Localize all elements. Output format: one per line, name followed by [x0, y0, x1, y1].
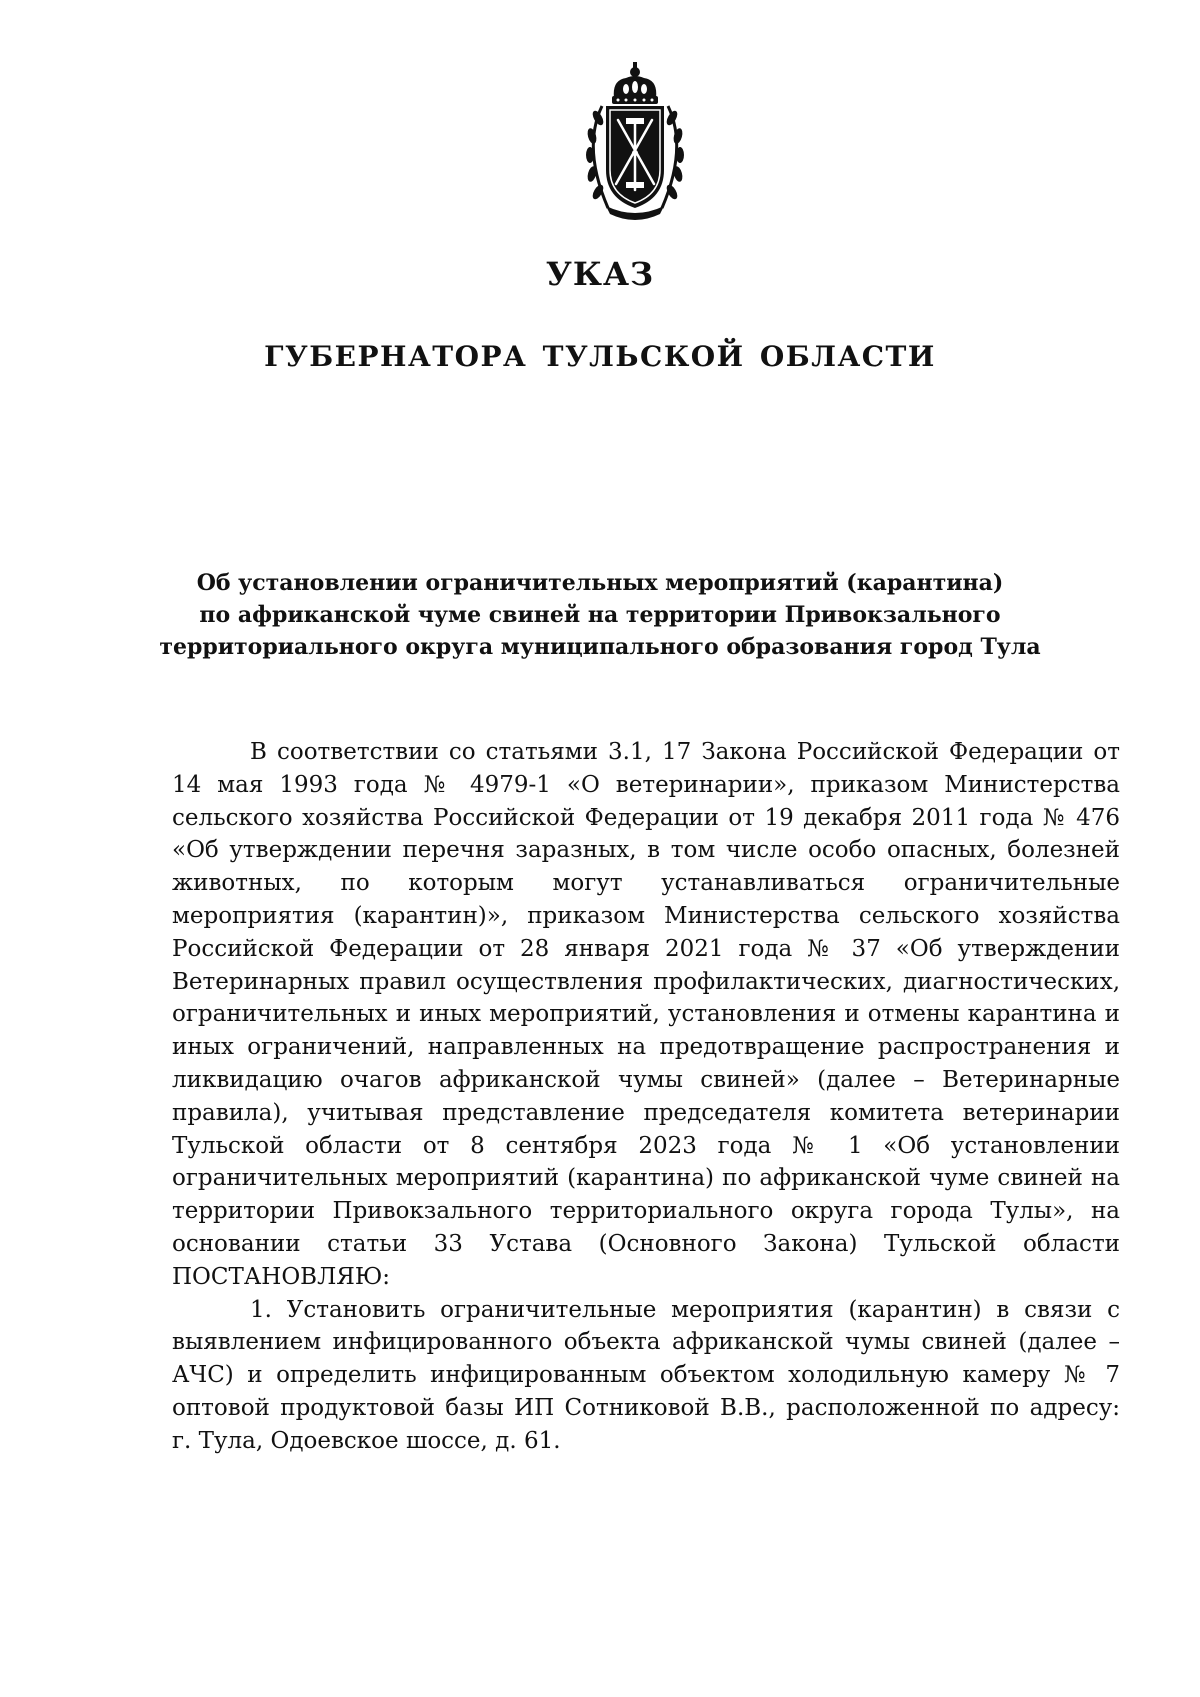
clause-1-paragraph: 1. Установить ограничительные мероприятия (карантин) в связи с выявлением инфицированного объекта африканской чумы свиней (далее – АЧС) и определить инфицированным объектом холодильную камеру № 7 оптовой продуктовой базы ИП Сотниковой В.В., расположенной по адресу: г. Тула, Одоевское шоссе, д. 61.	[172, 1296, 1120, 1454]
subject-line: по африканской чуме свиней на территории Привокзального	[199, 602, 1001, 628]
document-type-title: УКАЗ	[545, 255, 655, 293]
issuer-title: ГУБЕРНАТОРА ТУЛЬСКОЙ ОБЛАСТИ	[264, 340, 936, 373]
document-body	[172, 736, 1120, 1458]
preamble-paragraph: В соответствии со статьями 3.1, 17 Закона Российской Федерации от 14 мая 1993 года № 4979-1 «О ветеринарии», приказом Министерства сельского хозяйства Российской Федерации от 19 декабря 2011 года № 476 «Об утверждении перечня заразных, в том числе особо опасных, болезней животных, по которым могут устанавливаться ограничительные мероприятия (карантин)», приказом Министерства сельского хозяйства Российской Федерации от 28 января 2021 года № 37 «Об утверждении Ветеринарных правил осуществления профилактических, диагностических, ограничительных и иных мероприятий, установления и отмены карантина и иных ограничений, направленных на предотвращение распространения и ликвидацию очагов африканской чумы свиней» (далее – Ветеринарные правила), учитывая представление председателя комитета ветеринарии Тульской области от 8 сентября 2023 года № 1 «Об установлении ограничительных мероприятий (карантина) по африканской чуме свиней на территории Привокзального территориального округа города Тулы», на основании статьи 33 Устава (Основного Закона) Тульской области ПОСТАНОВЛЯЮ:	[172, 739, 1120, 1290]
tula-coat-of-arms-icon	[568, 58, 702, 220]
subject-line: Об установлении ограничительных мероприятий (карантина)	[196, 570, 1004, 596]
document-subject	[150, 567, 1050, 663]
subject-line: территориального округа муниципального образования город Тула	[159, 634, 1041, 660]
